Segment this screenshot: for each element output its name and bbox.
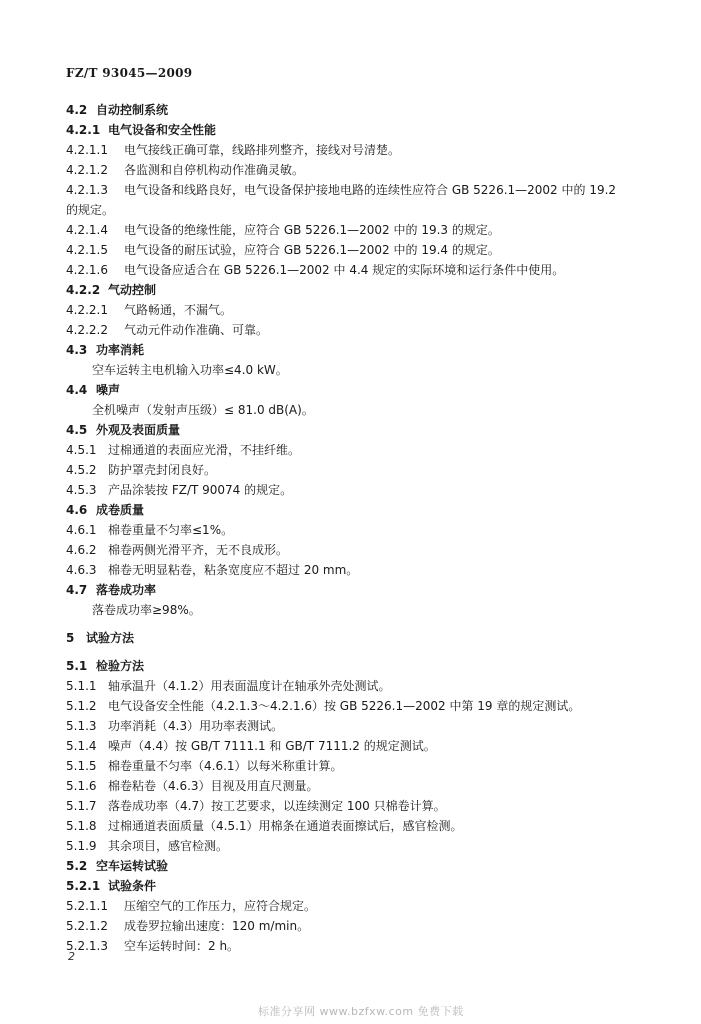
clause-heading: 电气设备和安全性能 <box>108 123 217 137</box>
clause-number: 5.1.8 <box>66 819 97 833</box>
clause-heading: 空车运转试验 <box>96 859 169 873</box>
clause-heading: 落卷成功率 <box>96 583 157 597</box>
document-line <box>66 542 666 558</box>
clause-text: 其余项目，感官检测。 <box>108 839 229 853</box>
document-line <box>66 522 666 538</box>
clause-number: 4.5 <box>66 423 88 437</box>
clause-text: 全机噪声（发射声压级）≤ 81.0 dB(A)。 <box>92 403 314 417</box>
document-line <box>66 282 666 298</box>
document-line <box>66 838 666 854</box>
clause-number: 5.1.3 <box>66 719 97 733</box>
clause-number: 4.3 <box>66 343 88 357</box>
document-line <box>66 242 666 258</box>
clause-number: 4.6.1 <box>66 523 97 537</box>
document-line <box>66 758 666 774</box>
clause-text: 空车运转主电机输入功率≤4.0 kW。 <box>92 363 288 377</box>
clause-number: 4.6.2 <box>66 543 97 557</box>
document-line <box>92 362 692 378</box>
clause-text: 空车运转时间：2 h。 <box>124 939 240 953</box>
clause-text: 噪声（4.4）按 GB/T 7111.1 和 GB/T 7111.2 的规定测试。 <box>108 739 436 753</box>
clause-text: 电气设备的绝缘性能，应符合 GB 5226.1—2002 中的 19.3 的规定。 <box>124 223 500 237</box>
clause-number: 4.2.2 <box>66 283 101 297</box>
document-line <box>66 222 666 238</box>
clause-text: 棉卷无明显粘卷，粘条宽度应不超过 20 mm。 <box>108 563 359 577</box>
clause-text: 轴承温升（4.1.2）用表面温度计在轴承外壳处测试。 <box>108 679 391 693</box>
document-line <box>66 262 666 278</box>
document-line <box>66 738 666 754</box>
document-line <box>66 422 666 438</box>
document-line <box>66 778 666 794</box>
clause-number: 4.2.1 <box>66 123 101 137</box>
document-line <box>66 818 666 834</box>
document-line <box>66 718 666 734</box>
clause-heading: 试验方法 <box>86 631 135 645</box>
clause-number: 4.5.1 <box>66 443 97 457</box>
clause-text: 棉卷两侧光滑平齐，无不良成形。 <box>108 543 289 557</box>
clause-heading: 噪声 <box>96 383 121 397</box>
document-line <box>66 658 666 674</box>
document-line <box>66 878 666 894</box>
document-line <box>66 678 666 694</box>
clause-number: 5.1.2 <box>66 699 97 713</box>
clause-number: 4.2 <box>66 103 88 117</box>
watermark-text: 标准分享网 www.bzfxw.com 免费下载 <box>258 1005 464 1018</box>
document-line <box>66 898 666 914</box>
clause-number: 5.2.1.1 <box>66 899 108 913</box>
document-line <box>66 142 666 158</box>
clause-text: 过棉通道表面质量（4.5.1）用棉条在通道表面擦试后，感官检测。 <box>108 819 463 833</box>
document-line <box>66 562 666 578</box>
clause-text: 的规定。 <box>66 203 115 217</box>
page-number: 2 <box>68 950 75 963</box>
clause-number: 4.5.3 <box>66 483 97 497</box>
clause-number: 4.6 <box>66 503 88 517</box>
document-line <box>66 630 666 646</box>
document-line <box>66 502 666 518</box>
clause-text: 落卷成功率（4.7）按工艺要求，以连续测定 100 只棉卷计算。 <box>108 799 446 813</box>
clause-number: 4.2.1.6 <box>66 263 108 277</box>
document-line <box>66 482 666 498</box>
clause-text: 电气设备的耐压试验，应符合 GB 5226.1—2002 中的 19.4 的规定。 <box>124 243 500 257</box>
document-line <box>66 442 666 458</box>
document-line <box>66 382 666 398</box>
clause-number: 4.2.1.2 <box>66 163 108 177</box>
clause-number: 5.1.5 <box>66 759 97 773</box>
clause-number: 5.1.7 <box>66 799 97 813</box>
clause-text: 棉卷粘卷（4.6.3）目视及用直尺测量。 <box>108 779 319 793</box>
clause-number: 4.2.1.1 <box>66 143 108 157</box>
clause-number: 5.2.1 <box>66 879 101 893</box>
document-line <box>66 798 666 814</box>
clause-text: 棉卷重量不匀率≤1%。 <box>108 523 234 537</box>
clause-text: 电气接线正确可靠，线路排列整齐，接线对号清楚。 <box>124 143 401 157</box>
document-line <box>66 162 666 178</box>
clause-number: 5.1.9 <box>66 839 97 853</box>
clause-text: 气动元件动作准确、可靠。 <box>124 323 269 337</box>
document-line <box>66 918 666 934</box>
document-line <box>66 302 666 318</box>
clause-number: 5.1.1 <box>66 679 97 693</box>
clause-text: 成卷罗拉输出速度：120 m/min。 <box>124 919 310 933</box>
clause-text: 棉卷重量不匀率（4.6.1）以每米称重计算。 <box>108 759 343 773</box>
clause-number: 5 <box>66 631 75 645</box>
document-code-header: FZ/T 93045—2009 <box>66 66 193 80</box>
clause-heading: 检验方法 <box>96 659 145 673</box>
clause-number: 4.5.2 <box>66 463 97 477</box>
clause-text: 产品涂装按 FZ/T 90074 的规定。 <box>108 483 293 497</box>
clause-text: 各监测和自停机构动作准确灵敏。 <box>124 163 305 177</box>
document-line <box>92 602 692 618</box>
clause-number: 5.2 <box>66 859 88 873</box>
clause-heading: 试验条件 <box>108 879 157 893</box>
document-line <box>66 462 666 478</box>
clause-number: 5.1.4 <box>66 739 97 753</box>
clause-heading: 成卷质量 <box>96 503 145 517</box>
document-line <box>66 182 666 198</box>
clause-text: 过棉通道的表面应光滑，不挂纤维。 <box>108 443 301 457</box>
document-line <box>66 102 666 118</box>
document-line <box>66 202 666 218</box>
document-line <box>66 858 666 874</box>
clause-number: 5.1.6 <box>66 779 97 793</box>
clause-number: 4.2.1.4 <box>66 223 108 237</box>
clause-number: 4.6.3 <box>66 563 97 577</box>
document-line <box>92 402 692 418</box>
clause-number: 4.2.1.5 <box>66 243 108 257</box>
clause-text: 压缩空气的工作压力，应符合规定。 <box>124 899 317 913</box>
clause-text: 电气设备安全性能（4.2.1.3～4.2.1.6）按 GB 5226.1—2002 中第 19 章的规定测试。 <box>108 699 581 713</box>
clause-text: 功率消耗（4.3）用功率表测试。 <box>108 719 284 733</box>
document-line <box>66 322 666 338</box>
clause-text: 电气设备应适合在 GB 5226.1—2002 中 4.4 规定的实际环境和运行条件中使用。 <box>124 263 565 277</box>
clause-number: 4.7 <box>66 583 88 597</box>
clause-heading: 气动控制 <box>108 283 157 297</box>
document-line <box>66 938 666 954</box>
clause-number: 4.2.2.2 <box>66 323 108 337</box>
clause-number: 4.2.1.3 <box>66 183 108 197</box>
clause-text: 气路畅通，不漏气。 <box>124 303 233 317</box>
clause-text: 落卷成功率≥98%。 <box>92 603 201 617</box>
document-line <box>66 122 666 138</box>
document-line <box>66 342 666 358</box>
clause-heading: 功率消耗 <box>96 343 145 357</box>
clause-number: 5.2.1.3 <box>66 939 108 953</box>
clause-number: 4.4 <box>66 383 88 397</box>
clause-text: 电气设备和线路良好，电气设备保护接地电路的连续性应符合 GB 5226.1—2002 中的 19.2 <box>124 183 617 197</box>
clause-text: 防护罩壳封闭良好。 <box>108 463 217 477</box>
clause-heading: 外观及表面质量 <box>96 423 181 437</box>
clause-number: 4.2.2.1 <box>66 303 108 317</box>
clause-number: 5.2.1.2 <box>66 919 108 933</box>
document-line <box>66 698 666 714</box>
clause-number: 5.1 <box>66 659 88 673</box>
document-line <box>66 582 666 598</box>
clause-heading: 自动控制系统 <box>96 103 169 117</box>
